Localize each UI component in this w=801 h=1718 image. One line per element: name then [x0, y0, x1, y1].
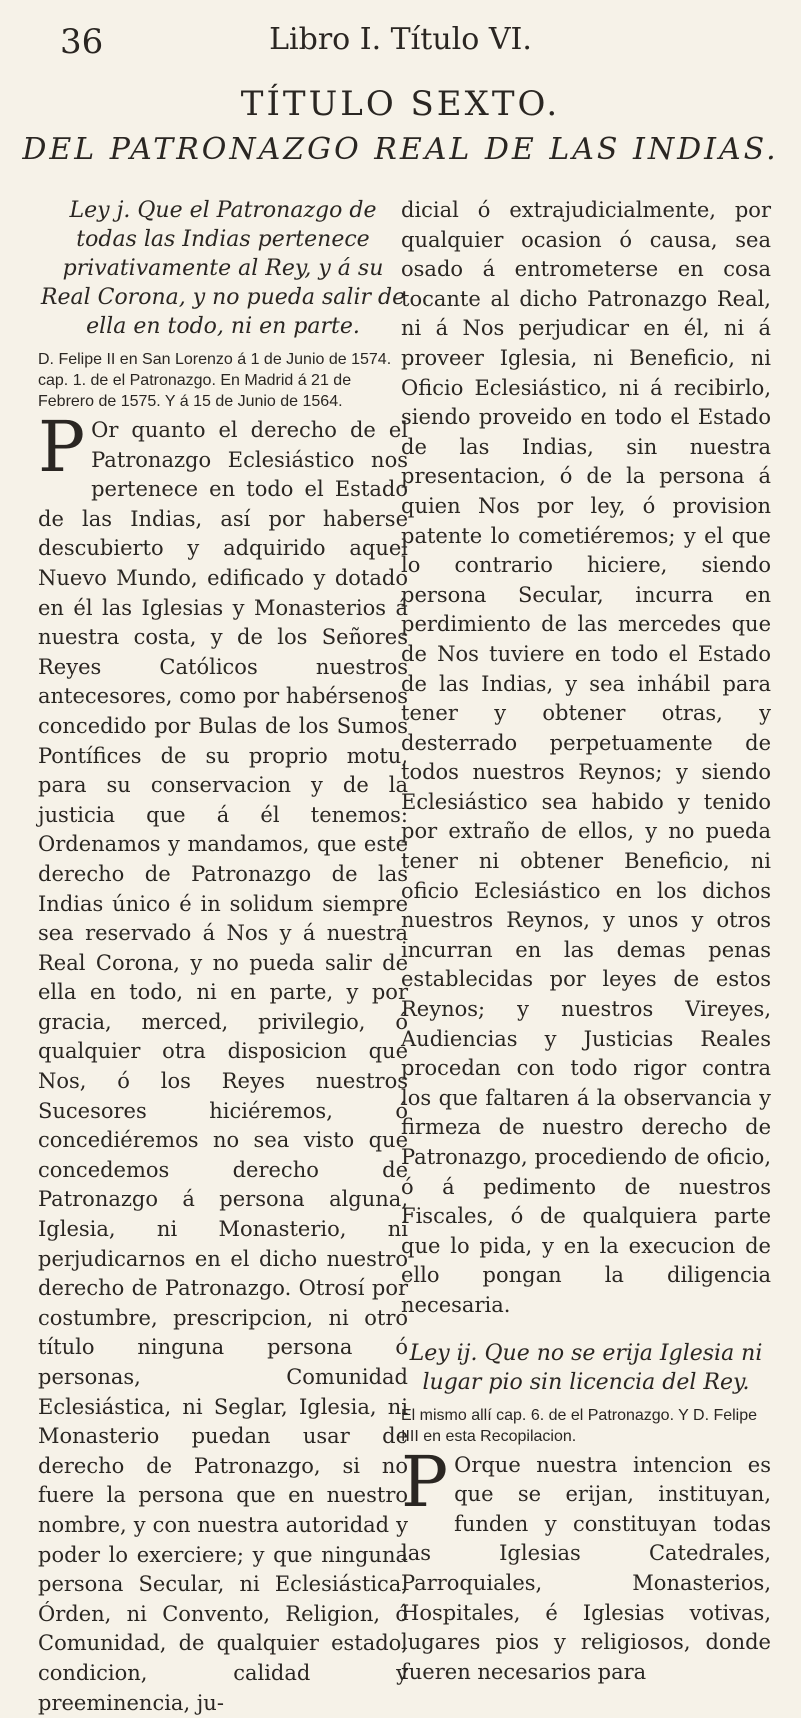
right-column — [401, 196, 771, 1687]
law-2-dropcap: P — [401, 1440, 449, 1523]
law-1-text-right: dicial ó extrajudicialmente, por qualquier ocasion ó causa, sea osado á entrometerse en cosa tocante al dicho Patronazgo Real, ni á Nos perjudicar en él, ni á proveer Iglesia, ni Beneficio, ni Oficio Eclesiástico, ni á recibirlo, siendo proveido en todo el Estado de las Indias, sin nuestra presentacion, ó de la persona á quien Nos por ley, ó provision patente lo cometiéremos; y el que lo contrario hiciere, siendo persona Secular, incurra en perdimiento de las mercedes que de Nos tuviere en todo el Estado de las Indias, y sea inhábil para tener y obtener otras, y desterrado perpetuamente de todos nuestros Reynos; y siendo Eclesiástico sea habido y tenido por extraño de ellos, y no pueda tener ni obtener Beneficio, ni oficio Eclesiástico en los dichos nuestros Reynos, y unos y otros incurran en las demas penas establecidas por leyes de estos Reynos; y nuestros Vireyes, Audiencias y Justicias Reales procedan con todo rigor contra los que faltaren á la observancia y firmeza de nuestro derecho de Patronazgo, procediendo de oficio, ó á pedimento de nuestros Fiscales, ó de qualquiera parte que lo pida, y en la execucion de ello pongan la diligencia necesaria. — [401, 198, 771, 1317]
running-title: Libro I. Título VI. — [269, 22, 532, 57]
subtitle: DEL PATRONAZGO REAL DE LAS INDIAS. — [22, 132, 779, 167]
page-header — [0, 22, 801, 72]
law-1-citation: D. Felipe II en San Lorenzo á 1 de Junio de 1574. cap. 1. de el Patronazgo. En Madrid á 21 de Febrero de 1575. Y á 15 de Junio de 1564. — [38, 351, 392, 410]
law-2-text — [401, 1440, 771, 1688]
law-2-heading: Ley ij. Que no se erija Iglesia ni lugar pio sin licencia del Rey. — [409, 1340, 763, 1395]
law-2-citation: El mismo allí cap. 6. de el Patronazgo. Y D. Felipe IIII en esta Recopilacion. — [401, 1406, 758, 1445]
law-1-heading: Ley j. Que el Patronazgo de todas las Indias pertenece privativamente al Rey, y á su Real Corona, y no pueda salir de ella en todo, ni en parte. — [40, 198, 406, 339]
left-column — [38, 196, 408, 1718]
law-1-text-left — [38, 406, 408, 1718]
law-1-dropcap: P — [38, 406, 86, 488]
title: TÍTULO SEXTO. — [240, 84, 561, 124]
page-number: 36 — [60, 22, 104, 62]
law-2-body: Orque nuestra intencion es que se erijan, instituyan, funden y constituyan todas las Iglesias Catedrales, Parroquiales, Monasterios, Hospitales, é Iglesias votivas, lugares pios y religiosos, donde fueren necesarios para — [401, 1452, 771, 1684]
law-1-body-left: Or quanto el derecho de el Patronazgo Eclesiástico nos pertenece en todo el Estado de las Indias, así por haberse descubierto y adquirido aquel Nuevo Mundo, edificado y dotado en él las Iglesias y Monasterios á nuestra costa, y de los Señores Reyes Católicos nuestros antecesores, como por habérsenos concedido por Bulas de los Sumos Pontífices de su proprio motu, para su conservacion y de la justicia que á él tenemos: Ordenamos y mandamos, que este derecho de Patronazgo de las Indias único é in solidum siempre sea reservado á Nos y á nuestra Real Corona, y no pueda salir de ella en todo, ni en parte, y por gracia, merced, privilegio, ó qualquier otra disposicion que Nos, ó los Reyes nuestros Sucesores hiciéremos, ó concediéremos no sea visto que concedemos derecho de Patronazgo á persona alguna, Iglesia, ni Monasterio, ni perjudicarnos en el dicho nuestro derecho de Patronazgo. Otrosí por costumbre, prescripcion, ni otro título ninguna persona ó personas, Comunidad Eclesiástica, ni Seglar, Iglesia, ni Monasterio puedan usar de derecho de Patronazgo, si no fuere la persona que en nuestro nombre, y con nuestra autoridad y poder lo exerciere; y que ninguna persona Secular, ni Eclesiástica, Órden, ni Convento, Religion, ó Comunidad, de qualquier estado, condicion, calidad y preeminencia, ju- — [38, 418, 408, 1715]
